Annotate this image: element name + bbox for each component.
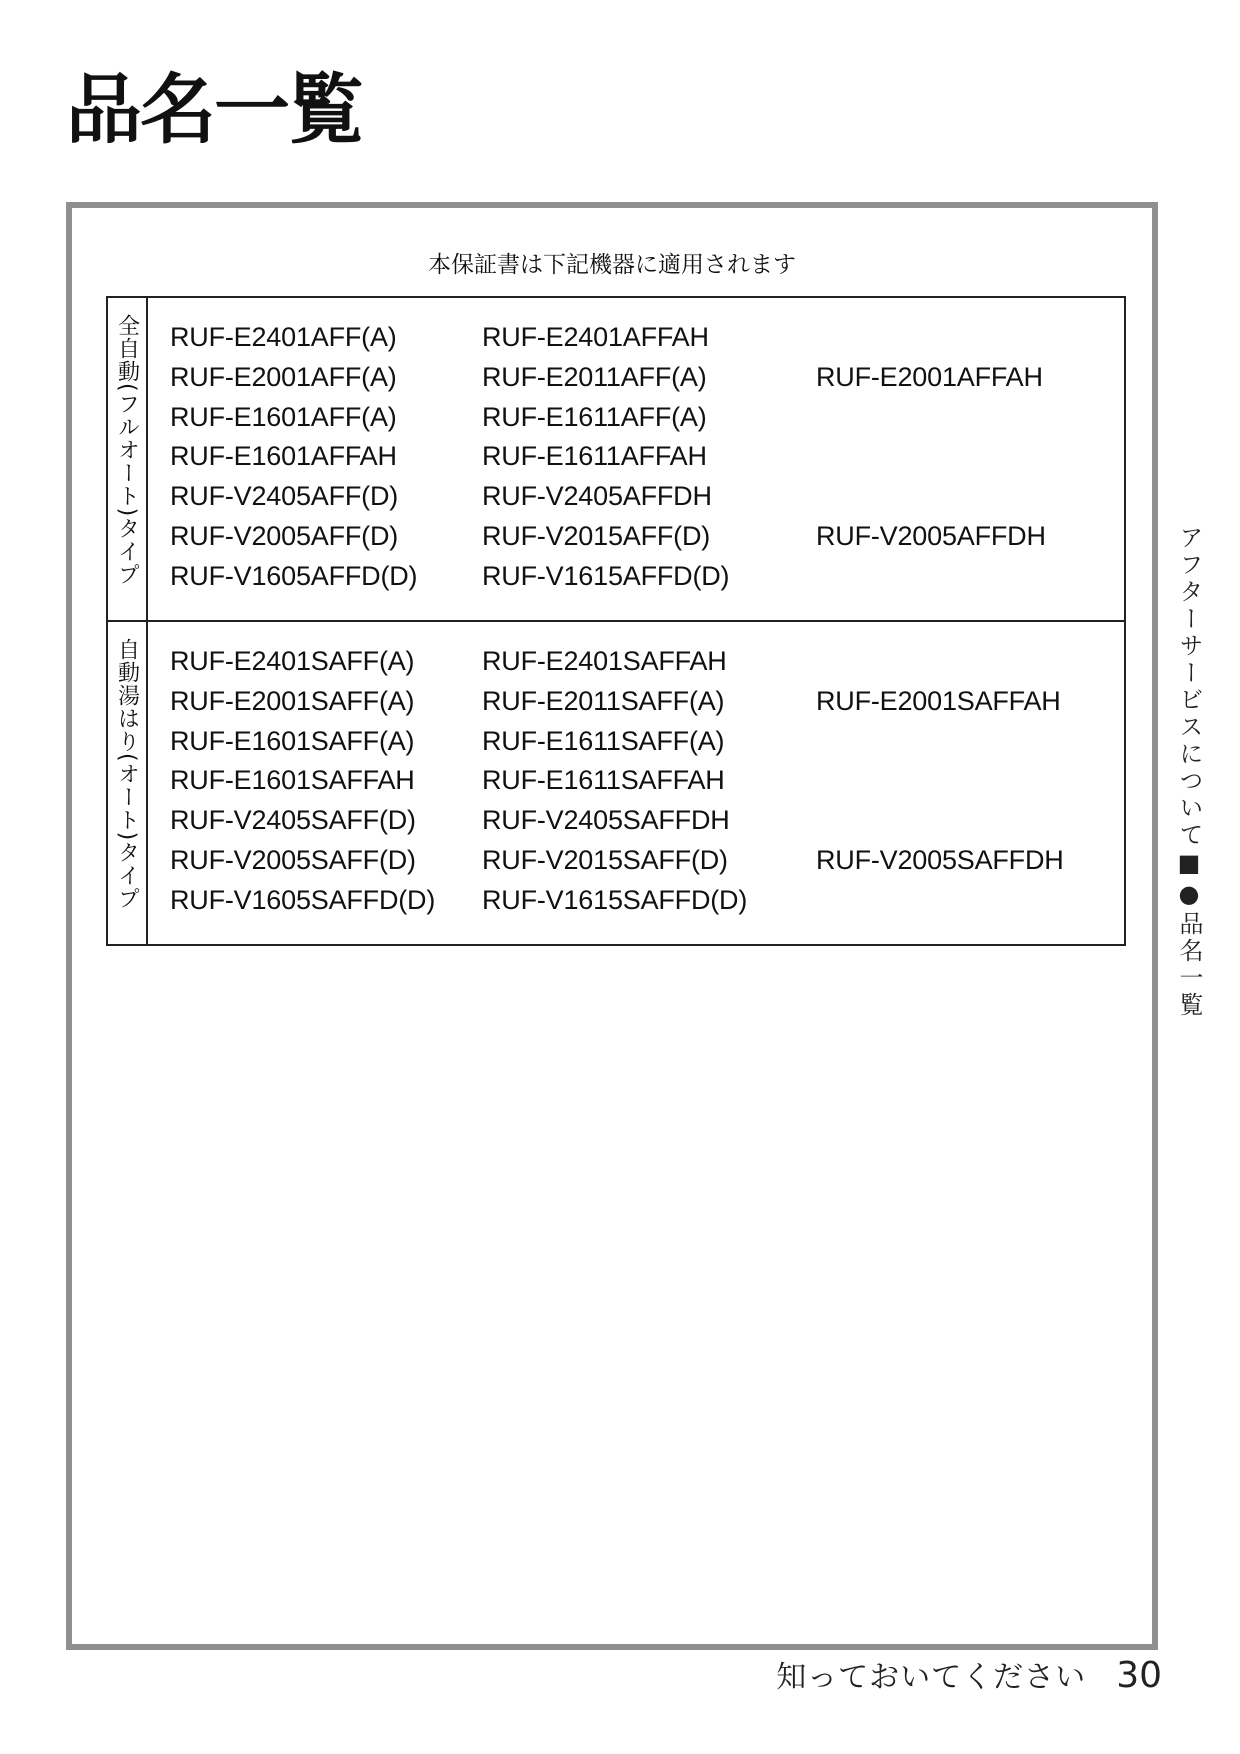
panel-caption: 本保証書は下記機器に適用されます (428, 252, 796, 278)
type-label: 全自動(フルオート)タイプ (114, 314, 140, 587)
model-number (816, 801, 1116, 841)
model-number: RUF-V1605AFFD(D) (170, 560, 418, 591)
warranty-panel (66, 202, 1158, 1650)
page-footer (776, 1652, 1162, 1696)
model-number (816, 557, 1116, 597)
model-number: RUF-V2405SAFF(D) (170, 805, 416, 836)
model-number (816, 318, 1116, 358)
model-number (816, 398, 1116, 438)
model-number: RUF-V2005AFF(D) (170, 520, 399, 551)
model-number: RUF-E2001SAFF(A) (170, 685, 415, 716)
model-number: RUF-E2011SAFF(A) (482, 685, 725, 716)
model-number: RUF-V2005AFFDH (816, 520, 1046, 551)
model-number: RUF-E2401SAFFAH (482, 646, 727, 676)
model-list (148, 622, 1124, 944)
model-number: RUF-E1611AFFAH (482, 441, 707, 472)
model-number: RUF-E2001SAFFAH (816, 685, 1061, 716)
type-label-cell (108, 622, 148, 944)
model-number: RUF-V2015SAFF(D) (482, 844, 728, 875)
model-number: RUF-E2401SAFF(A) (170, 646, 415, 676)
model-number (816, 642, 1116, 682)
model-number: RUF-V2005SAFF(D) (170, 844, 416, 875)
model-column (816, 318, 1116, 620)
model-group-full-auto (108, 298, 1124, 620)
model-number: RUF-E2401AFFAH (482, 322, 709, 352)
model-list (148, 298, 1124, 620)
model-number: RUF-V2405AFF(D) (170, 481, 399, 512)
model-number (816, 437, 1116, 477)
page-title: 品名一覧 (66, 65, 362, 154)
model-number: RUF-V2015AFF(D) (482, 520, 711, 551)
model-number: RUF-E1601SAFF(A) (170, 725, 415, 756)
model-column (482, 642, 816, 944)
type-label-cell (108, 298, 148, 620)
model-number: RUF-E1601SAFFAH (170, 765, 415, 796)
model-number: RUF-V1605SAFFD(D) (170, 884, 436, 915)
model-number (816, 881, 1116, 921)
model-number (816, 477, 1116, 517)
model-number (816, 761, 1116, 801)
model-number (816, 722, 1116, 762)
model-number: RUF-E1611SAFFAH (482, 765, 725, 796)
model-number: RUF-E1611AFF(A) (482, 401, 707, 432)
model-number: RUF-E1611SAFF(A) (482, 725, 725, 756)
model-number: RUF-E2001AFF(A) (170, 361, 397, 392)
model-number: RUF-E2011AFF(A) (482, 361, 707, 392)
model-number: RUF-E2001AFFAH (816, 361, 1043, 392)
section-side-tab: アフターサービスについて■●品名一覧 (1175, 525, 1203, 1019)
model-number: RUF-V1615SAFFD(D) (482, 884, 748, 915)
page-number: 30 (1116, 1655, 1162, 1696)
model-number: RUF-V2405AFFDH (482, 481, 712, 512)
model-number: RUF-V1615AFFD(D) (482, 560, 730, 591)
type-label: 自動湯はり(オート)タイプ (114, 638, 140, 911)
model-number: RUF-E1601AFFAH (170, 441, 397, 472)
model-number: RUF-E2401AFF(A) (170, 322, 397, 352)
footer-text: 知っておいてください (776, 1660, 1087, 1695)
model-number: RUF-V2005SAFFDH (816, 844, 1064, 875)
model-table (106, 296, 1126, 946)
model-column (170, 642, 482, 944)
model-number: RUF-E1601AFF(A) (170, 401, 397, 432)
model-column (816, 642, 1116, 944)
model-group-auto (108, 620, 1124, 944)
model-number: RUF-V2405SAFFDH (482, 805, 730, 836)
model-column (170, 318, 482, 620)
model-column (482, 318, 816, 620)
